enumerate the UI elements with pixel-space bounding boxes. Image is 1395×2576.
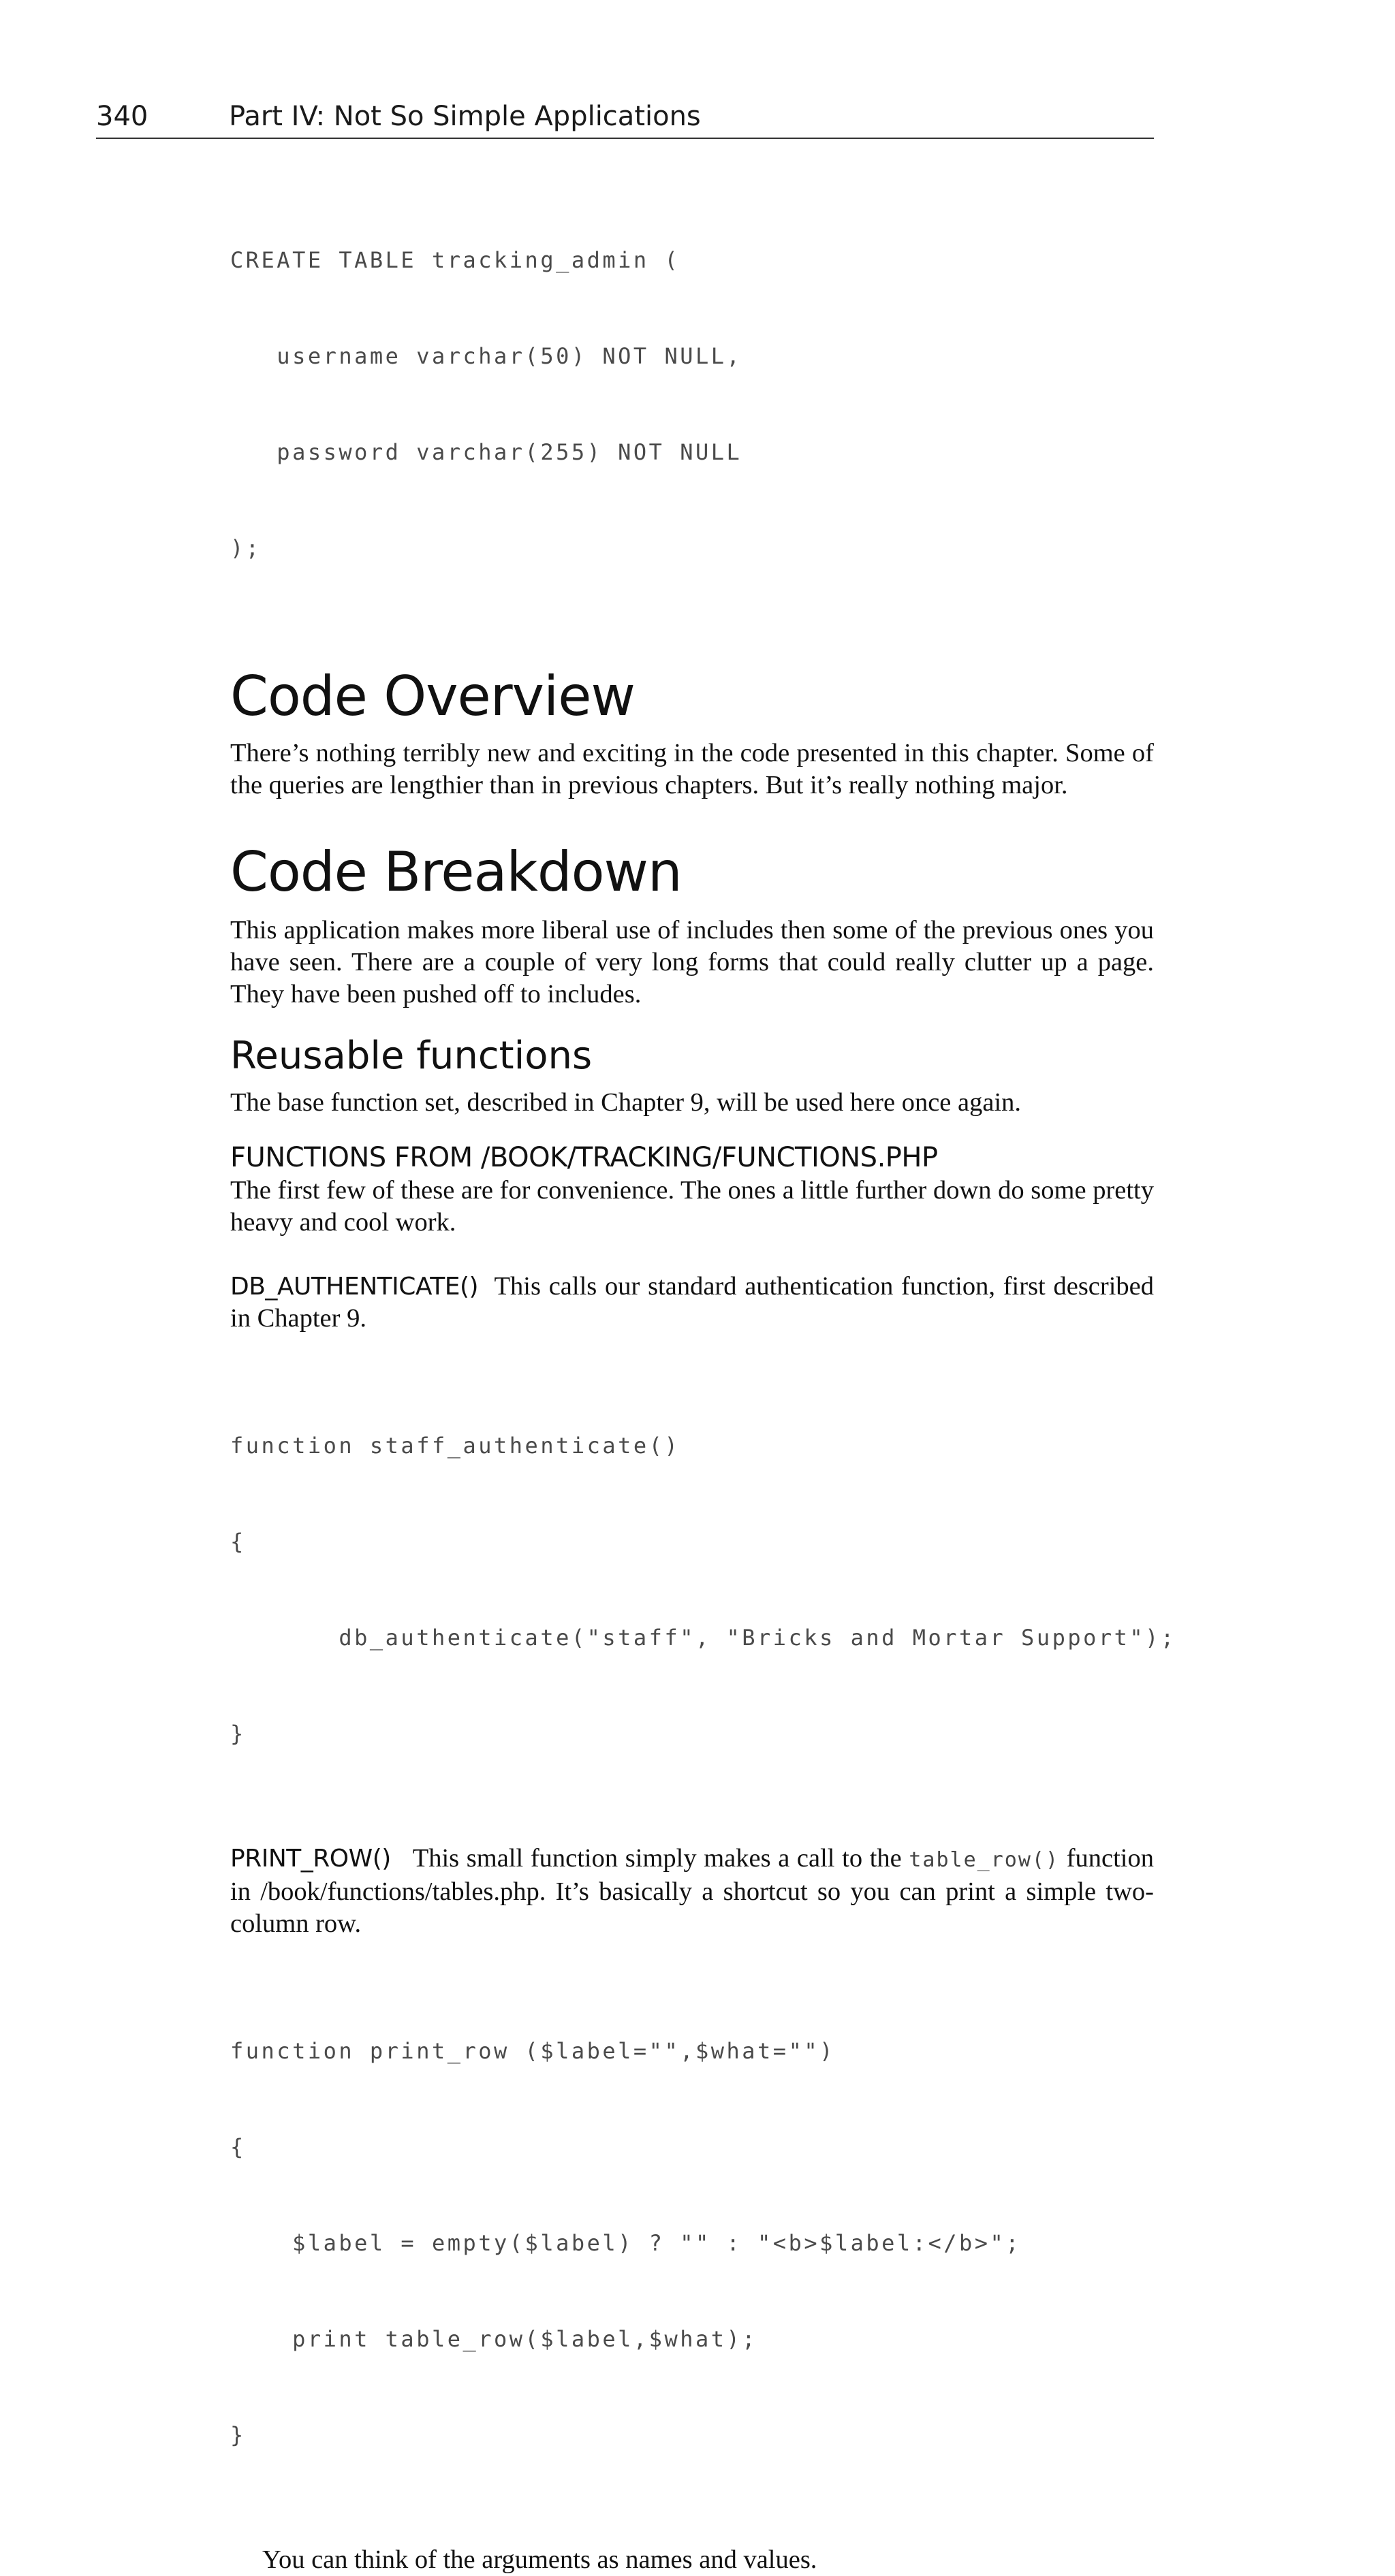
run-in-db-authenticate: DB_AUTHENTICATE() — [230, 1273, 479, 1301]
heading-functions-file: FUNCTIONS FROM /BOOK/TRACKING/FUNCTIONS.PHP — [230, 1142, 938, 1173]
paragraph-functions-file: The first few of these are for convenience. The ones a little further down do some pretty heavy and cool work. — [230, 1176, 1154, 1237]
running-header — [96, 95, 1154, 139]
code-line: ); — [230, 535, 262, 561]
db-authenticate-text: This calls our standard authentication function, first described in Chapter 9. — [230, 1272, 1154, 1333]
paragraph-db-authenticate — [230, 1271, 1154, 1335]
code-line: { — [230, 2134, 246, 2160]
code-line: function staff_authenticate() — [230, 1433, 680, 1459]
code-block-print-row — [230, 1971, 1154, 2515]
code-line: $label = empty($label) ? "" : "<b>$label:</b>"; — [230, 2230, 1022, 2256]
paragraph-code-breakdown: This application makes more liberal use of includes then some of the previous ones you have seen. There are a couple of very long forms that could really clutter up a page. They have been pushed off to includes. — [230, 916, 1154, 1008]
page-body — [230, 180, 1176, 2576]
page-number: 340 — [96, 101, 148, 132]
part-title: Part IV: Not So Simple Applications — [229, 101, 701, 132]
heading-code-breakdown: Code Breakdown — [230, 840, 682, 904]
inline-code-table-row: table_row() — [909, 1848, 1060, 1872]
code-line: } — [230, 2422, 246, 2448]
paragraph-code-overview: There’s nothing terribly new and exciting in the code presented in this chapter. Some of the queries are lengthier than in previous chapters. But it’s really nothing major. — [230, 739, 1154, 799]
heading-reusable-functions: Reusable functions — [230, 1034, 593, 1078]
paragraph-reusable-functions: The base function set, described in Chapter 9, will be used here once again. — [230, 1088, 1022, 1117]
run-in-print-row: PRINT_ROW() — [230, 1845, 391, 1873]
print-row-text-after: function in /book/functions/tables.php. It’s basically a shortcut so you can print a simple two-column row. — [230, 1844, 1154, 1938]
code-line: { — [230, 1529, 246, 1555]
paragraph-print-row — [230, 1843, 1154, 1940]
print-row-text-before: This small function simply makes a call to the — [412, 1844, 909, 1873]
paragraph-closing: You can think of the arguments as names and values. — [262, 2545, 817, 2574]
code-line: print table_row($label,$what); — [230, 2326, 758, 2352]
code-line: username varchar(50) NOT NULL, — [230, 343, 742, 369]
code-line: } — [230, 1721, 246, 1747]
code-line: password varchar(255) NOT NULL — [230, 439, 742, 465]
heading-code-overview: Code Overview — [230, 665, 635, 728]
code-line: db_authenticate("staff", "Bricks and Mortar Support"); — [230, 1625, 1176, 1651]
code-line: function print_row ($label="",$what="") — [230, 2038, 835, 2064]
code-line: CREATE TABLE tracking_admin ( — [230, 247, 680, 273]
code-block-create-table — [230, 180, 1154, 629]
code-block-staff-authenticate — [230, 1366, 1176, 1814]
